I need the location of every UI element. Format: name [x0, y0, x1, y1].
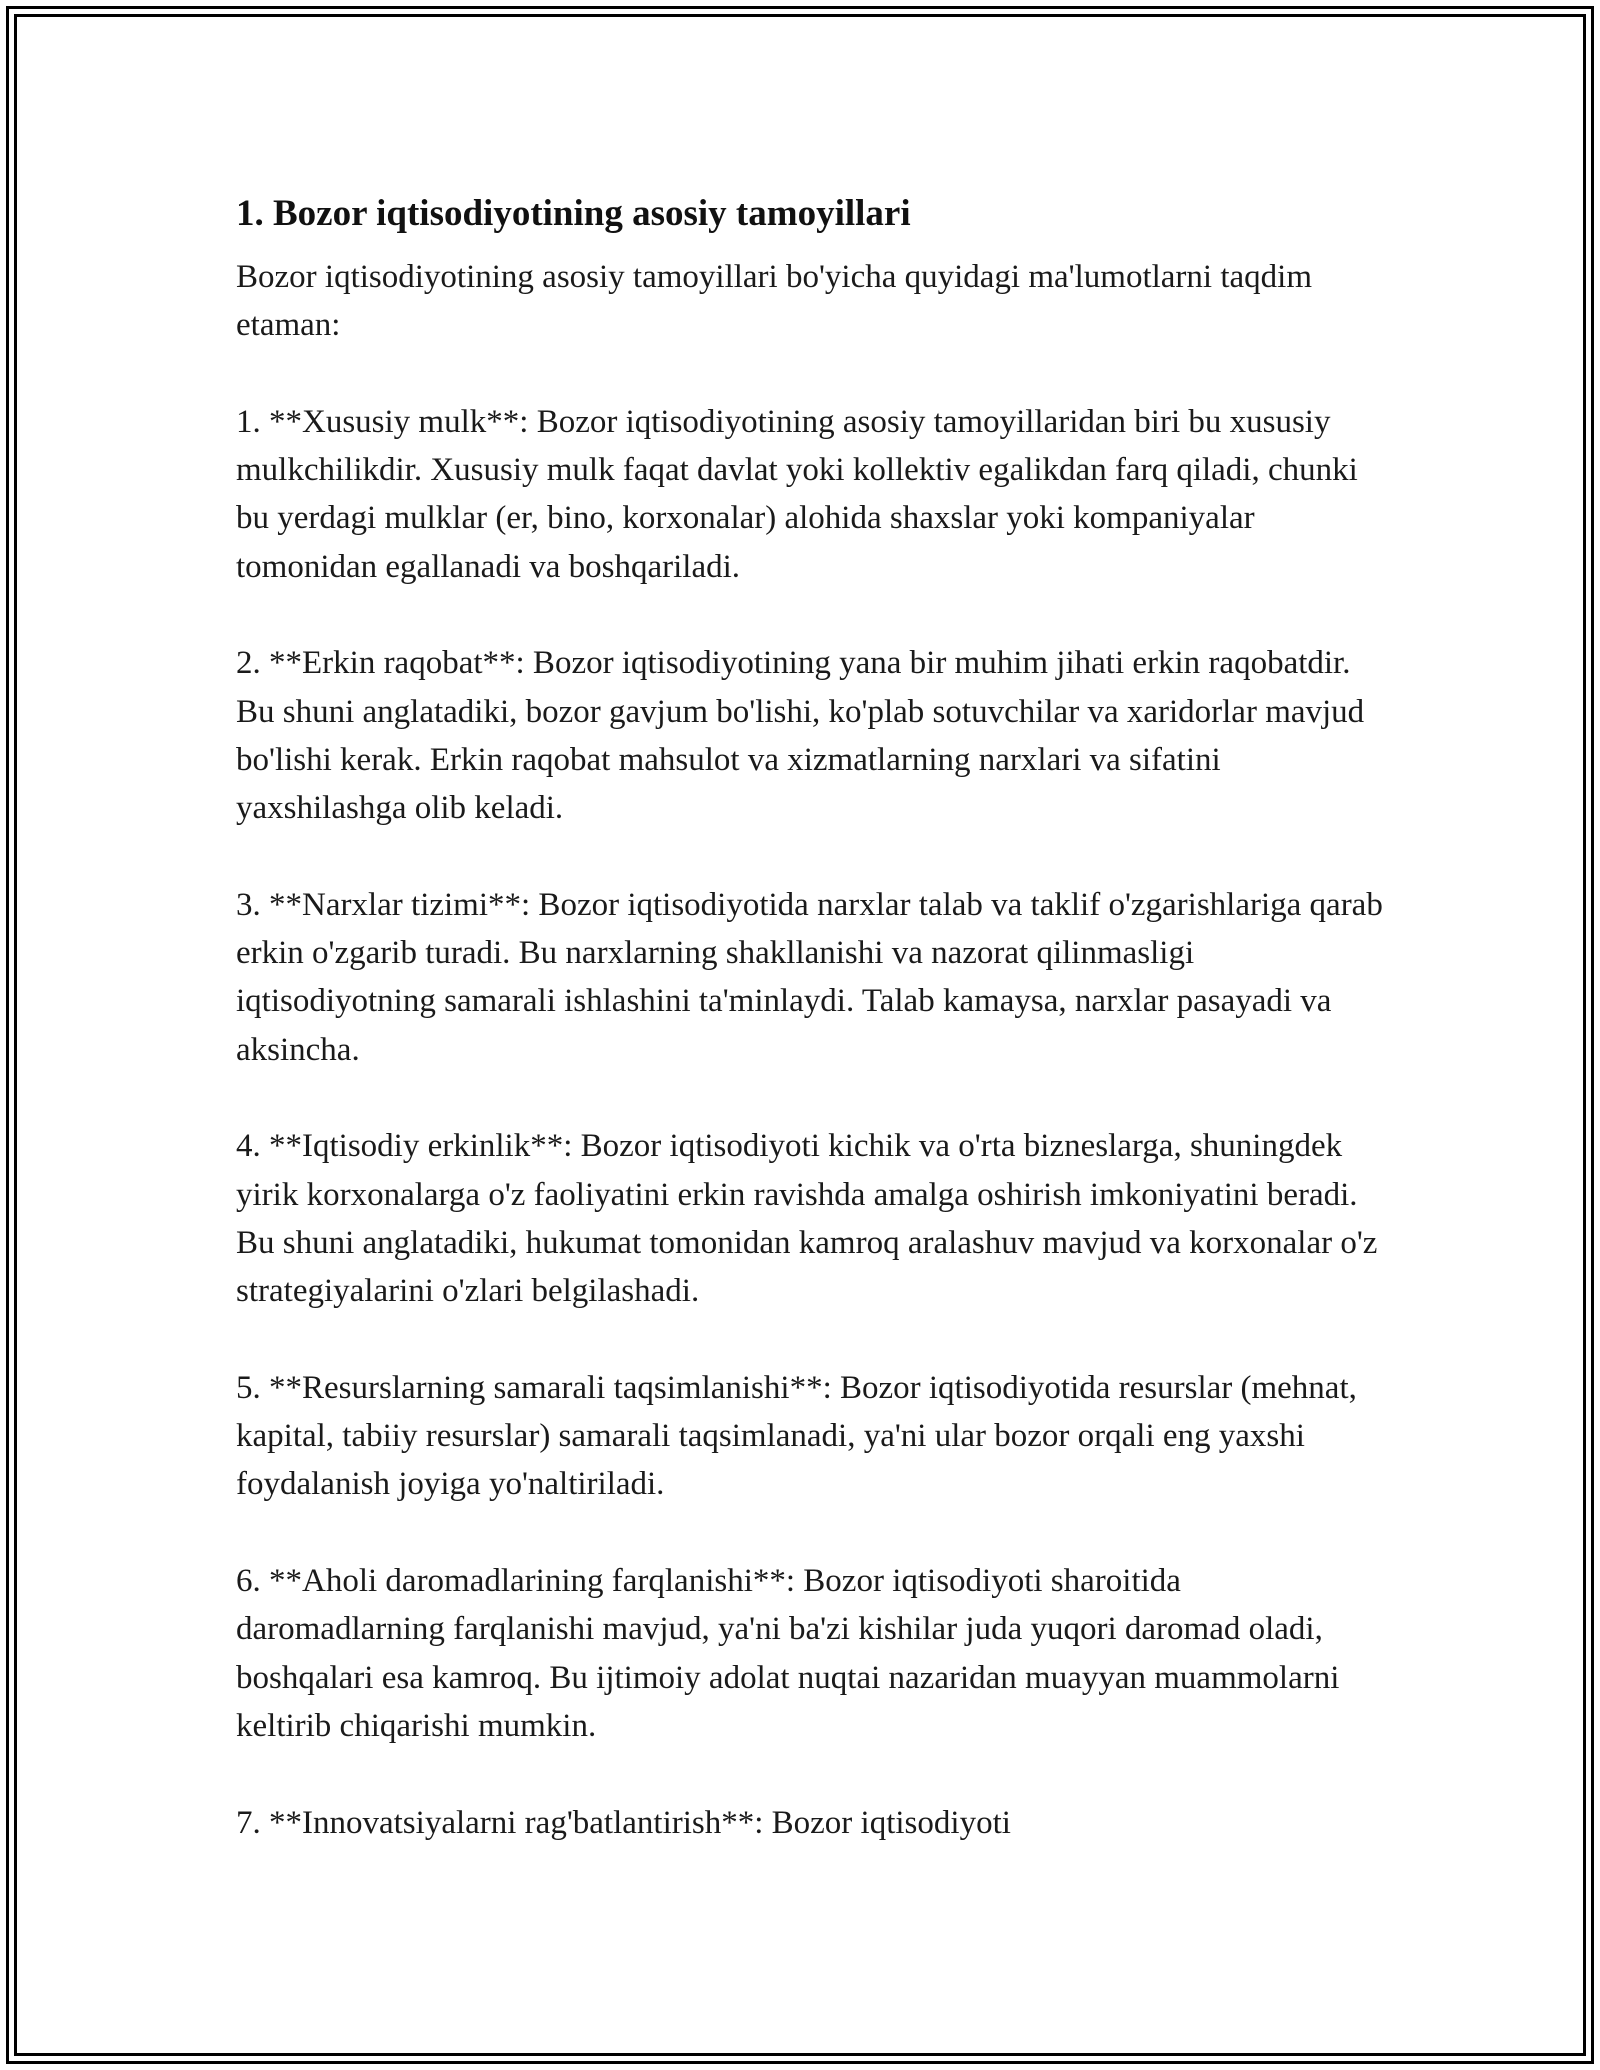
- intro-paragraph: Bozor iqtisodiyotining asosiy tamoyillari bo'yicha quyidagi ma'lumotlarni taqdim etaman:: [236, 259, 1312, 344]
- principle-item-1: 1. **Xususiy mulk**: Bozor iqtisodiyotining asosiy tamoyillaridan biri bu xususiy mulkchilikdir. Xususiy mulk faqat davlat yoki kollektiv egalikdan farq qiladi, chunki bu yerdagi mulklar (er, bino, korxonalar) alohida shaxslar yoki kompaniyalar tomonidan egallanadi va boshqariladi.: [236, 403, 1358, 585]
- principle-item-3: 3. **Narxlar tizimi**: Bozor iqtisodiyotida narxlar talab va taklif o'zgarishlariga qarab erkin o'zgarib turadi. Bu narxlarning shakllanishi va nazorat qilinmasligi iqtisodiyotning samarali ishlashini ta'minlaydi. Talab kamaysa, narxlar pasayadi va aksincha.: [236, 886, 1383, 1068]
- principle-item-2: 2. **Erkin raqobat**: Bozor iqtisodiyotining yana bir muhim jihati erkin raqobatdir. Bu shuni anglatadiki, bozor gavjum bo'lishi, ko'plab sotuvchilar va xaridorlar mavjud bo'lishi kerak. Erkin raqobat mahsulot va xizmatlarning narxlari va sifatini yaxshilashga olib keladi.: [236, 645, 1365, 827]
- principle-item-4: 4. **Iqtisodiy erkinlik**: Bozor iqtisodiyoti kichik va o'rta bizneslarga, shuningdek yirik korxonalarga o'z faoliyatini erkin ravishda amalga oshirish imkoniyatini beradi. Bu shuni anglatadiki, hukumat tomonidan kamroq aralashuv mavjud va korxonalar o'z strategiyalarini o'zlari belgilashadi.: [236, 1128, 1378, 1310]
- principle-item-6: 6. **Aholi daromadlarining farqlanishi**: Bozor iqtisodiyoti sharoitida daromadlarning farqlanishi mavjud, ya'ni ba'zi kishilar juda yuqori daromad oladi, boshqalari esa kamroq. Bu ijtimoiy adolat nuqtai nazaridan muayyan muammolarni keltirib chiqarishi mumkin.: [236, 1563, 1340, 1744]
- document-body: [236, 185, 1386, 1847]
- document-title: 1. Bozor iqtisodiyotining asosiy tamoyillari: [236, 193, 911, 234]
- principle-item-5: 5. **Resurslarning samarali taqsimlanishi**: Bozor iqtisodiyotida resurslar (mehnat, kapital, tabiiy resurslar) samarali taqsimlanadi, ya'ni ular bozor orqali eng yaxshi foydalanish joyiga yo'naltiriladi.: [236, 1369, 1357, 1503]
- principle-item-7: 7. **Innovatsiyalarni rag'batlantirish**: Bozor iqtisodiyoti: [236, 1804, 1011, 1841]
